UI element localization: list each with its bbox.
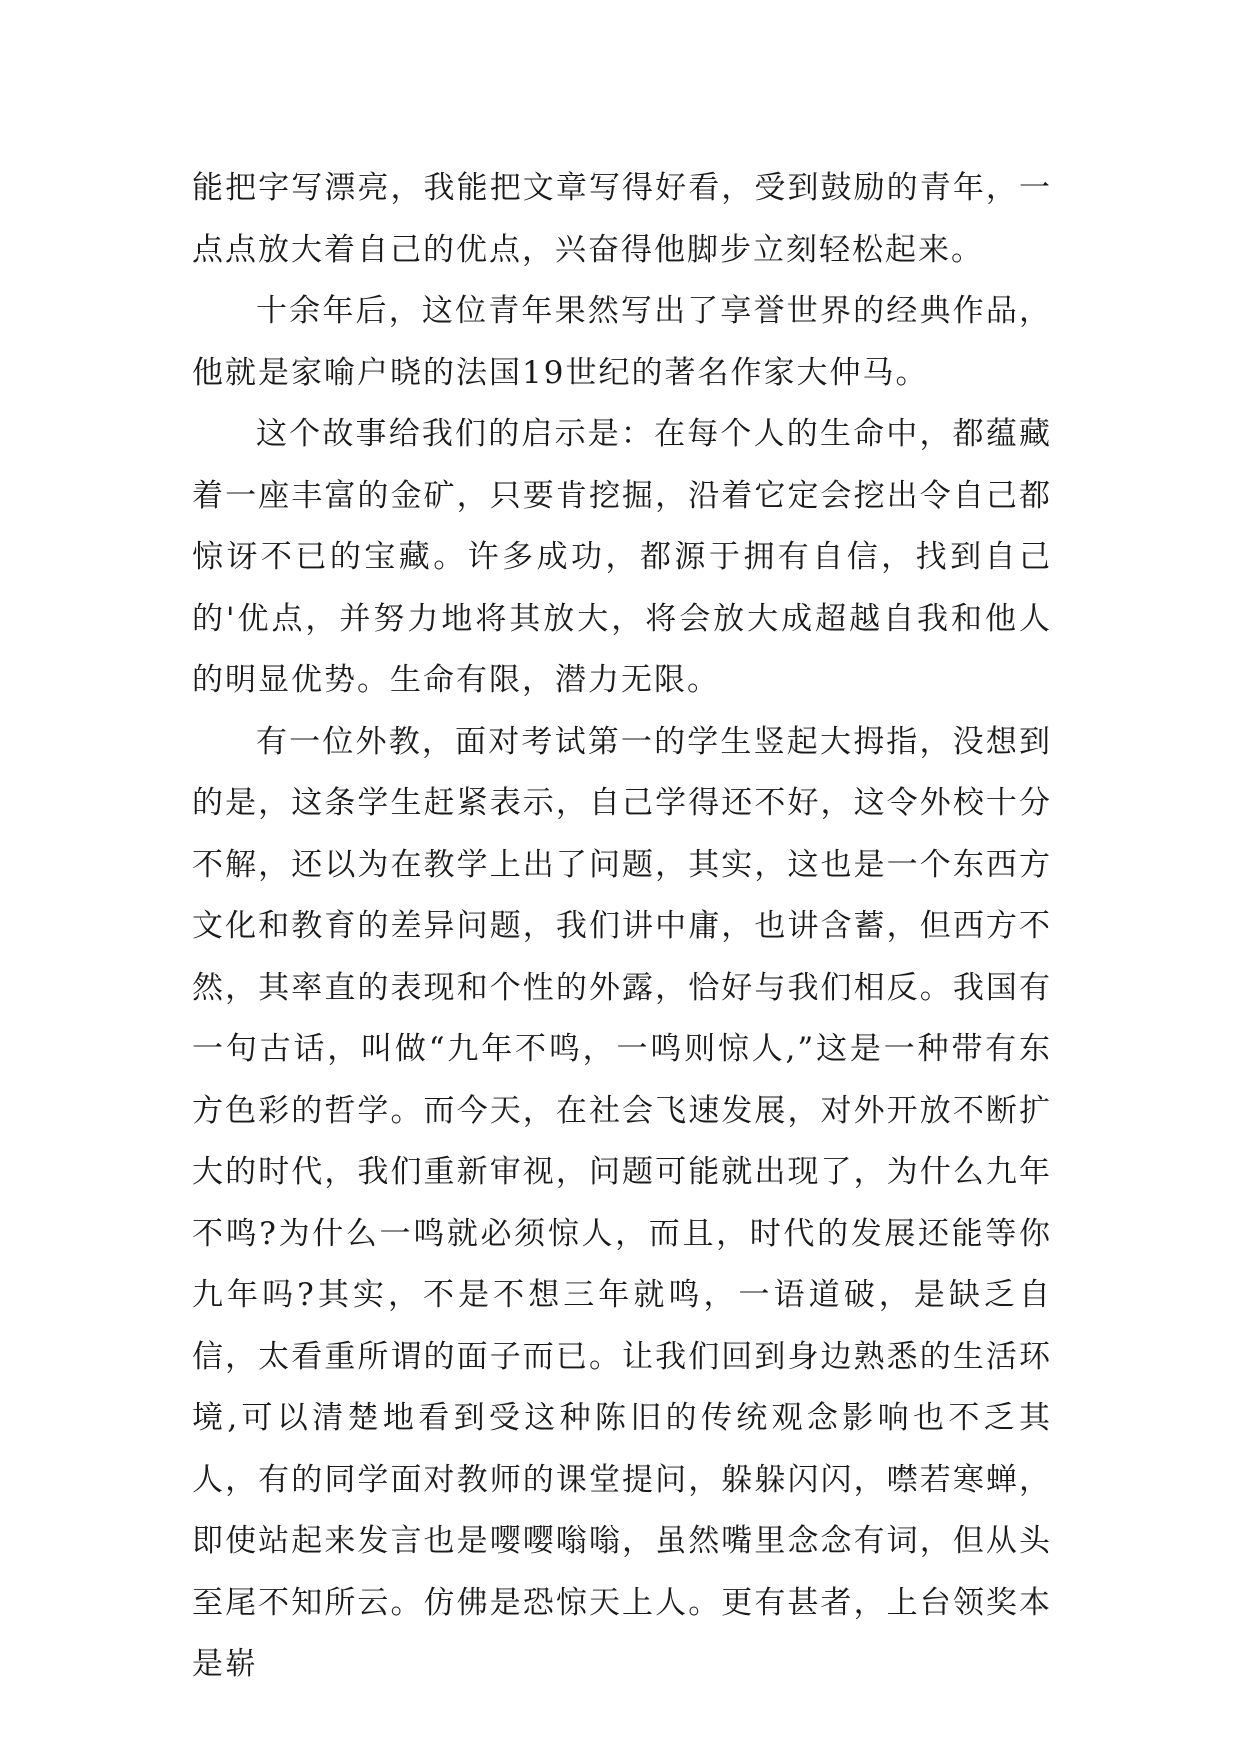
document-body [192, 158, 1052, 1696]
paragraph-4: 有一位外教，面对考试第一的学生竖起大拇指，没想到的是，这条学生赶紧表示，自己学得还不好，这令外校十分不解，还以为在教学上出了问题，其实，这也是一个东西方文化和教育的差异问题，我们讲中庸，也讲含蓄，但西方不然，其率直的表现和个性的外露，恰好与我们相反。我国有一句古话，叫做“九年不鸣，一鸣则惊人,”这是一种带有东方色彩的哲学。而今天，在社会飞速发展，对外开放不断扩大的时代，我们重新审视，问题可能就出现了，为什么九年不鸣?为什么一鸣就必须惊人，而且，时代的发展还能等你九年吗?其实，不是不想三年就鸣，一语道破，是缺乏自信，太看重所谓的面子而已。让我们回到身边熟悉的生活环境,可以清楚地看到受这种陈旧的传统观念影响也不乏其人，有的同学面对教师的课堂提问，躲躲闪闪，噤若寒蝉，即使站起来发言也是嘤嘤嗡嗡，虽然嘴里念念有词，但从头至尾不知所云。仿佛是恐惊天上人。更有甚者，上台领奖本是崭 [192, 723, 1052, 1682]
paragraph-3: 这个故事给我们的启示是：在每个人的生命中，都蕴藏着一座丰富的金矿，只要肯挖掘，沿着它定会挖出令自己都惊讶不已的宝藏。许多成功，都源于拥有自信，找到自己的'优点，并努力地将其放大，将会放大成超越自我和他人的明显优势。生命有限，潜力无限。 [192, 416, 1052, 698]
paragraph-2: 十余年后，这位青年果然写出了享誉世界的经典作品，他就是家喻户晓的法国19世纪的著名作家大仲马。 [192, 293, 1052, 391]
paragraph-1: 能把字写漂亮，我能把文章写得好看，受到鼓励的青年，一点点放大着自己的优点，兴奋得他脚步立刻轻松起来。 [192, 170, 1052, 268]
